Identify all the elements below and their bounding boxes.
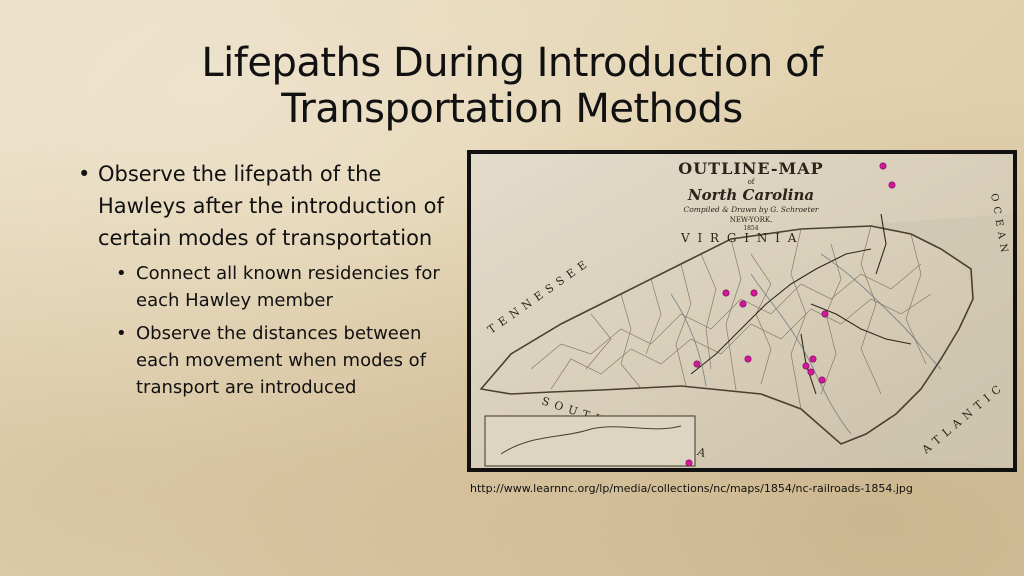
north-carolina-map [471,154,1013,468]
residency-marker [889,182,895,188]
map-title-outline-map: OUTLINE-MAP [678,159,824,178]
residency-marker [810,356,816,362]
residency-marker [751,290,757,296]
map-title-compiled: Compiled & Drawn by G. Schroeter [683,205,819,214]
map-image [467,150,1017,472]
map-label-atlantic: A T L A N T I C [919,382,1005,457]
image-source-caption: http://www.learnnc.org/lp/media/collections/nc/maps/1854/nc-railroads-1854.jpg [470,482,913,495]
sub-bullet-item: • Observe the distances between each movement when modes of transport are introduced [114,320,470,401]
map-title-year: 1854 [743,225,759,232]
bullet-item [78,158,470,401]
residency-marker [880,163,886,169]
residency-marker [803,363,809,369]
residency-marker [723,290,729,296]
slide-title-line-1: Lifepaths During Introduction of [201,40,823,86]
map-label-virginia: V I R G I N I A [681,231,799,245]
residency-marker [822,311,828,317]
map-label-south-carolina: S O U T A [540,394,709,461]
residency-marker [694,361,700,367]
residency-marker [686,460,692,466]
map-label-tennessee: T E N N E S S E E [485,257,590,337]
map-label-ocean: O C E A N [988,192,1010,255]
slide-title [160,40,864,132]
residency-marker [819,377,825,383]
slide-title-line-2: Transportation Methods [281,86,743,132]
map-title-new-york: NEW-YORK. [729,216,773,224]
residency-marker [808,369,814,375]
sub-bullet-item: • Connect all known residencies for each Hawley member [114,260,470,314]
residency-marker [740,301,746,307]
bullet-text: Observe the lifepath of the Hawleys after the introduction of certain modes of transportation [98,162,444,250]
map-inset [485,416,695,466]
map-title-of: of [747,178,755,186]
residency-marker [745,356,751,362]
map-title-north-carolina: North Carolina [687,186,815,204]
sub-bullet-list [98,260,470,401]
bullet-list [78,158,470,407]
